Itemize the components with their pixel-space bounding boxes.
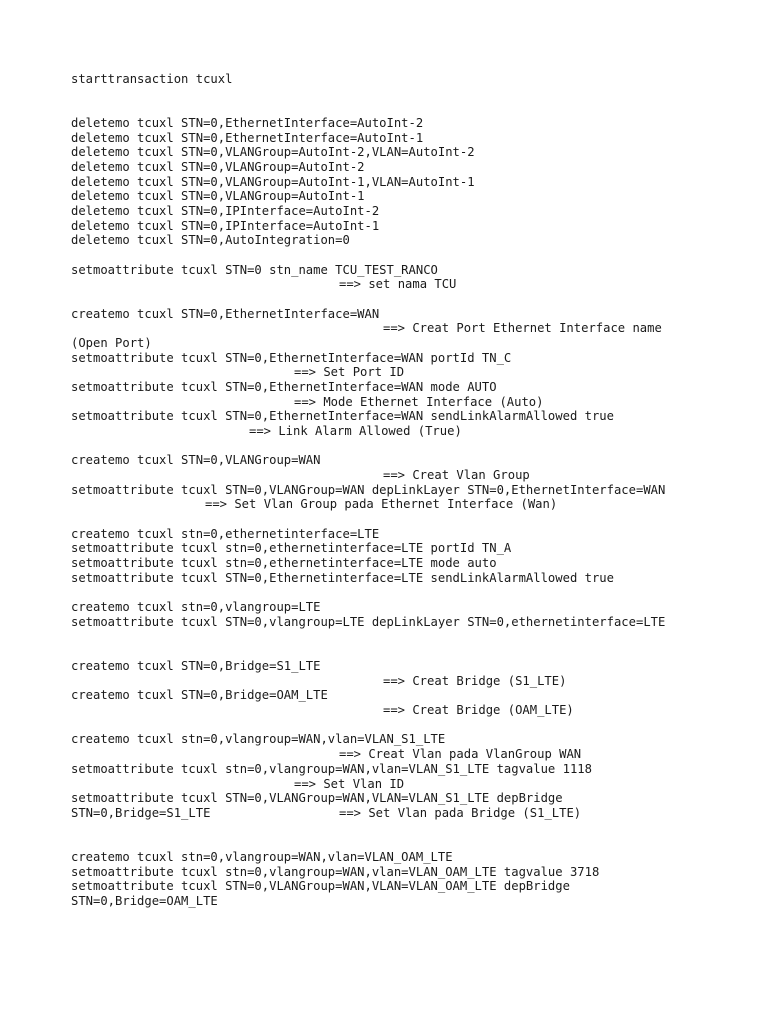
text-line: deletemo tcuxl STN=0,IPInterface=AutoInt-1 bbox=[71, 219, 380, 233]
text-line: createmo tcuxl STN=0,Bridge=S1_LTE bbox=[71, 659, 321, 673]
comment-line: ==> Creat Port Ethernet Interface name bbox=[383, 321, 662, 335]
text-line: setmoattribute tcuxl STN=0,VLANGroup=WAN depLinkLayer STN=0,EthernetInterface=WAN bbox=[71, 483, 666, 497]
comment-line: ==> Creat Bridge (OAM_LTE) bbox=[383, 703, 574, 717]
text-line: deletemo tcuxl STN=0,VLANGroup=AutoInt-1,VLAN=AutoInt-1 bbox=[71, 175, 475, 189]
text-line: setmoattribute tcuxl STN=0,EthernetInterface=WAN portId TN_C bbox=[71, 351, 512, 365]
text-line: deletemo tcuxl STN=0,IPInterface=AutoInt-2 bbox=[71, 204, 380, 218]
text-line: deletemo tcuxl STN=0,EthernetInterface=AutoInt-1 bbox=[71, 131, 424, 145]
text-line: starttransaction tcuxl bbox=[71, 72, 233, 86]
text-line: createmo tcuxl stn=0,vlangroup=WAN,vlan=VLAN_S1_LTE bbox=[71, 732, 446, 746]
text-line: setmoattribute tcuxl stn=0,vlangroup=WAN,vlan=VLAN_OAM_LTE tagvalue 3718 bbox=[71, 865, 600, 879]
comment-line: ==> set nama TCU bbox=[339, 277, 457, 291]
text-line: STN=0,Bridge=S1_LTE bbox=[71, 806, 211, 820]
comment-line: ==> Set Vlan pada Bridge (S1_LTE) bbox=[339, 806, 582, 820]
text-line: setmoattribute tcuxl STN=0,VLANGroup=WAN,VLAN=VLAN_S1_LTE depBridge bbox=[71, 791, 563, 805]
comment-line: ==> Mode Ethernet Interface (Auto) bbox=[294, 395, 544, 409]
comment-line: ==> Creat Vlan pada VlanGroup WAN bbox=[339, 747, 582, 761]
text-line: setmoattribute tcuxl STN=0 stn_name TCU_TEST_RANCO bbox=[71, 263, 438, 277]
text-line: createmo tcuxl stn=0,vlangroup=LTE bbox=[71, 600, 321, 614]
comment-line: ==> Set Vlan Group pada Ethernet Interface (Wan) bbox=[205, 497, 558, 511]
text-line: createmo tcuxl STN=0,VLANGroup=WAN bbox=[71, 453, 321, 467]
text-line: deletemo tcuxl STN=0,EthernetInterface=AutoInt-2 bbox=[71, 116, 424, 130]
text-line: setmoattribute tcuxl stn=0,vlangroup=WAN,vlan=VLAN_S1_LTE tagvalue 1118 bbox=[71, 762, 592, 776]
comment-line: ==> Set Port ID bbox=[294, 365, 405, 379]
text-line: deletemo tcuxl STN=0,VLANGroup=AutoInt-2,VLAN=AutoInt-2 bbox=[71, 145, 475, 159]
text-line: deletemo tcuxl STN=0,VLANGroup=AutoInt-1 bbox=[71, 189, 365, 203]
text-line: setmoattribute tcuxl STN=0,vlangroup=LTE depLinkLayer STN=0,ethernetinterface=LTE bbox=[71, 615, 666, 629]
comment-line: ==> Creat Bridge (S1_LTE) bbox=[383, 674, 567, 688]
text-line: setmoattribute tcuxl stn=0,ethernetinterface=LTE mode auto bbox=[71, 556, 497, 570]
text-line: deletemo tcuxl STN=0,AutoIntegration=0 bbox=[71, 233, 350, 247]
comment-line: ==> Link Alarm Allowed (True) bbox=[249, 424, 462, 438]
text-line: setmoattribute tcuxl STN=0,VLANGroup=WAN,VLAN=VLAN_OAM_LTE depBridge bbox=[71, 879, 570, 893]
text-line: setmoattribute tcuxl STN=0,EthernetInterface=WAN mode AUTO bbox=[71, 380, 497, 394]
text-line: deletemo tcuxl STN=0,VLANGroup=AutoInt-2 bbox=[71, 160, 365, 174]
text-line: createmo tcuxl stn=0,ethernetinterface=LTE bbox=[71, 527, 380, 541]
comment-line: ==> Set Vlan ID bbox=[294, 777, 405, 791]
text-line: createmo tcuxl STN=0,Bridge=OAM_LTE bbox=[71, 688, 328, 702]
text-line: createmo tcuxl STN=0,EthernetInterface=WAN bbox=[71, 307, 380, 321]
comment-line: ==> Creat Vlan Group bbox=[383, 468, 530, 482]
text-line: setmoattribute tcuxl STN=0,EthernetInterface=WAN sendLinkAlarmAllowed true bbox=[71, 409, 614, 423]
text-line: (Open Port) bbox=[71, 336, 152, 350]
text-line: createmo tcuxl stn=0,vlangroup=WAN,vlan=VLAN_OAM_LTE bbox=[71, 850, 453, 864]
text-line: setmoattribute tcuxl STN=0,Ethernetinterface=LTE sendLinkAlarmAllowed true bbox=[71, 571, 614, 585]
text-line: setmoattribute tcuxl stn=0,ethernetinterface=LTE portId TN_A bbox=[71, 541, 512, 555]
text-line: STN=0,Bridge=OAM_LTE bbox=[71, 894, 218, 908]
